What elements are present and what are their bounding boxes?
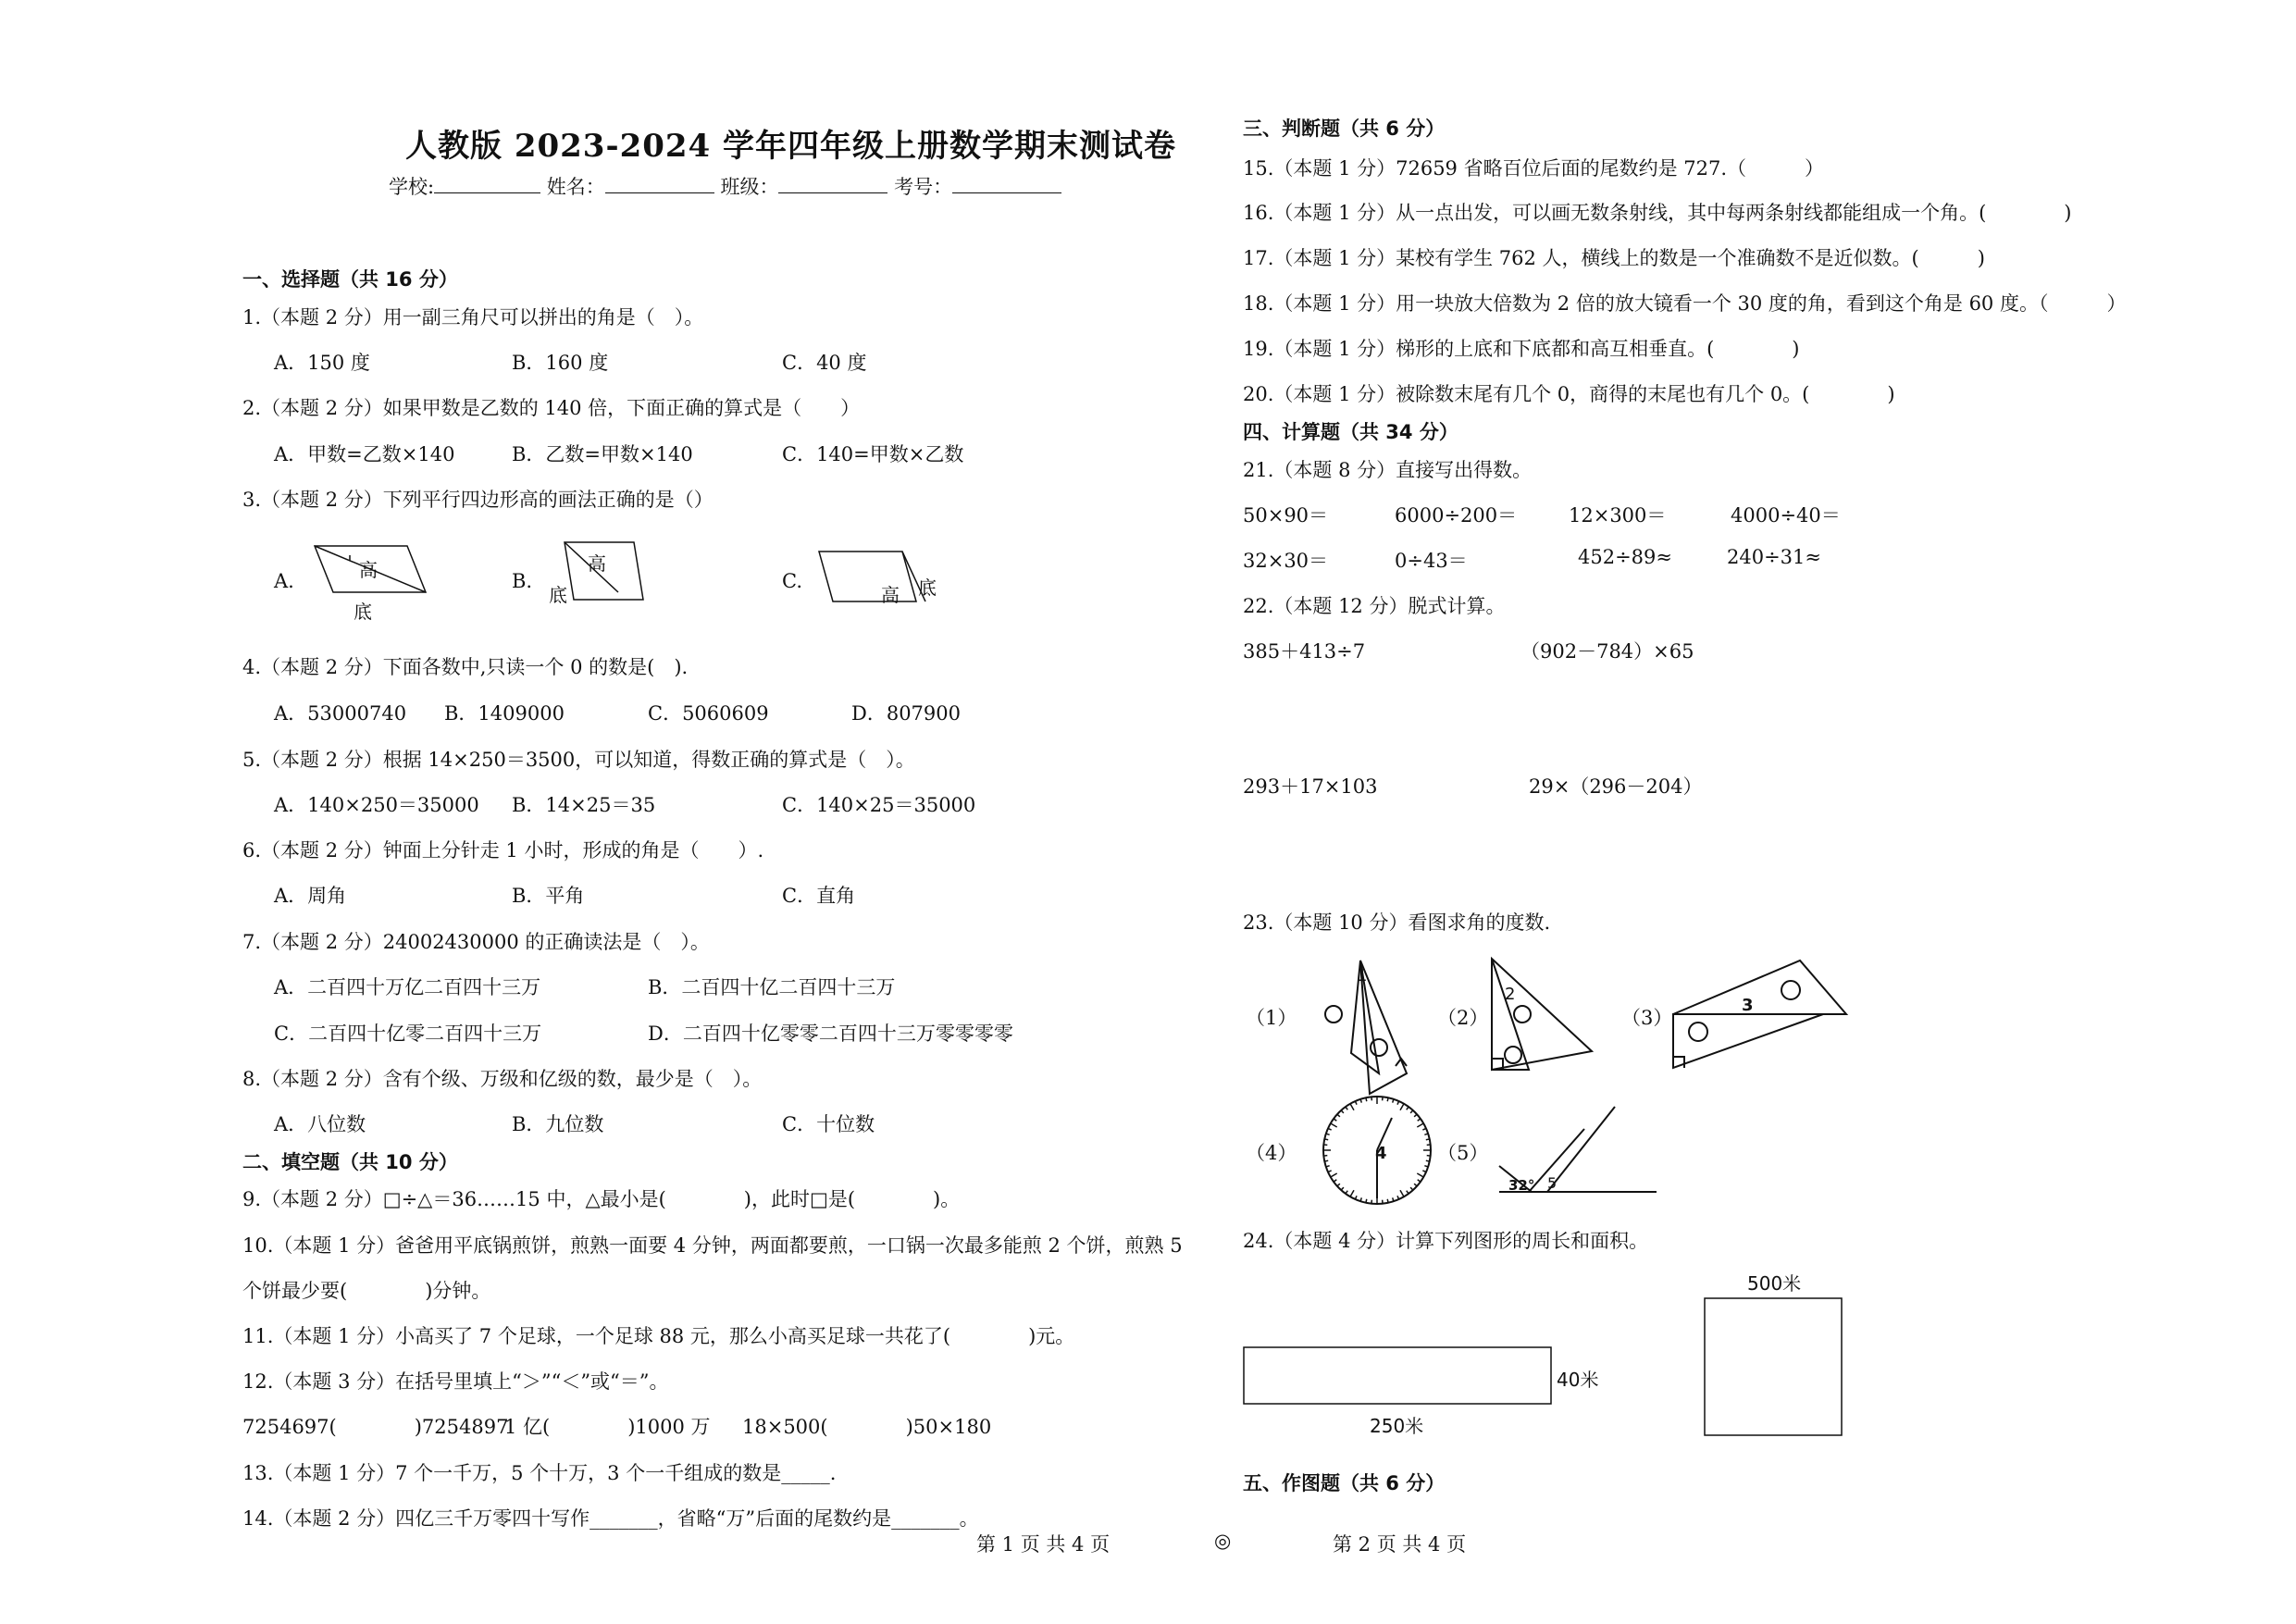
question-7: 7.（本题 2 分）24002430000 的正确读法是（ ）。: [242, 931, 710, 953]
clock-tick: [1337, 1114, 1340, 1117]
q7-option-b: B．二百四十亿二百四十三万: [648, 976, 896, 998]
clock-tick: [1422, 1171, 1426, 1172]
clock-tick: [1417, 1123, 1423, 1127]
question-1: 1.（本题 2 分）用一副三角尺可以拼出的角是（ ）。: [242, 306, 704, 329]
q12-item-2: 1 亿( )1000 万: [504, 1416, 711, 1438]
section-judge: 三、判断题（共 6 分）: [1243, 118, 1446, 140]
q23-num-5: 5: [1547, 1174, 1558, 1192]
clock-tick: [1400, 1190, 1404, 1196]
q23-label-2: （2）: [1437, 1007, 1489, 1029]
q6-option-c: C．直角: [782, 885, 856, 907]
question-15: 15.（本题 1 分）72659 省略百位后面的尾数约是 727.（ ）: [1243, 157, 1825, 180]
section-calc: 四、计算题（共 34 分）: [1243, 421, 1458, 443]
clock-tick: [1407, 1107, 1409, 1110]
question-9: 9.（本题 2 分）□÷△＝36……15 中，△最小是( )，此时□是( )。: [242, 1188, 961, 1210]
clock-tick: [1346, 1107, 1347, 1110]
clock-tick: [1324, 1139, 1328, 1140]
exam-no-label: 考号：: [894, 176, 953, 198]
question-12: 12.（本题 3 分）在括号里填上“＞”“＜”或“＝”。: [242, 1370, 669, 1393]
school-blank[interactable]: [434, 174, 540, 193]
q1-option-b: B．160 度: [512, 352, 609, 374]
q21-expr-8: 240÷31≈: [1727, 546, 1821, 568]
clock-tick: [1331, 1123, 1337, 1127]
question-13: 13.（本题 1 分）7 个一千万，5 个十万，3 个一千组成的数是_____.: [242, 1462, 837, 1484]
question-24: 24.（本题 4 分）计算下列图形的周长和面积。: [1243, 1230, 1649, 1252]
clock-tick: [1400, 1104, 1404, 1110]
q7-option-c: C．二百四十亿零二百四十三万: [274, 1023, 542, 1045]
q12-item-3: 18×500( )50×180: [742, 1416, 992, 1438]
q23-label-3: （3）: [1621, 1007, 1673, 1029]
q23-angle-32: 32°: [1508, 1177, 1535, 1194]
section-fill: 二、填空题（共 10 分）: [242, 1151, 458, 1173]
clock-tick: [1334, 1180, 1336, 1182]
q24-rect-width: 250米: [1370, 1415, 1424, 1437]
question-3: 3.（本题 2 分）下列平行四边形高的画法正确的是（）: [242, 489, 714, 511]
student-info-line: [389, 172, 1061, 200]
clock-tick: [1397, 1101, 1399, 1105]
clock-tick: [1355, 1196, 1357, 1199]
q3-c-di: 底: [918, 576, 937, 599]
clock-tick: [1422, 1128, 1426, 1130]
clock-tick: [1407, 1191, 1409, 1194]
clock-tick: [1418, 1180, 1421, 1182]
question-16: 16.（本题 1 分）从一点出发，可以画无数条射线，其中每两条射线都能组成一个角。( ): [1243, 202, 2072, 224]
clock-tick: [1397, 1196, 1399, 1199]
question-14: 14.（本题 2 分）四亿三千万零四十写作_______，省略“万”后面的尾数约是_______。: [242, 1507, 979, 1530]
q4-option-b: B．1409000: [444, 702, 565, 725]
q2-option-c: C．140=甲数×乙数: [782, 443, 964, 465]
q3-c-gao: 高: [881, 584, 900, 606]
q4-option-d: D．807900: [851, 702, 962, 725]
q7-option-d: D．二百四十亿零零二百四十三万零零零零: [648, 1023, 1013, 1045]
q1-option-c: C．40 度: [782, 352, 867, 374]
q23-label-4: （4）: [1246, 1142, 1297, 1164]
footer-page-right: 第 2 页 共 4 页: [1333, 1533, 1467, 1556]
q21-expr-6: 0÷43＝: [1395, 550, 1468, 572]
q3-b-gao: 高: [588, 552, 606, 575]
class-label: 班级：: [720, 176, 779, 198]
clock-tick: [1341, 1110, 1344, 1113]
q4-option-c: C．5060609: [648, 702, 769, 725]
q3-option-a: A.: [274, 570, 294, 592]
question-10-line1: 10.（本题 1 分）爸爸用平底锅煎饼，煎熟一面要 4 分钟，两面都要煎，一口锅一次最多能煎 2 个饼，煎熟 5: [242, 1234, 1183, 1257]
clock-tick: [1355, 1101, 1357, 1105]
q8-option-c: C．十位数: [782, 1113, 875, 1135]
q23-num-3: 3: [1742, 996, 1754, 1015]
q3-a-di: 底: [354, 601, 372, 623]
clock-tick: [1328, 1128, 1332, 1130]
q3-figures: [296, 535, 962, 627]
q6-option-b: B．平角: [512, 885, 585, 907]
q24-rect-height: 40米: [1557, 1369, 1599, 1391]
q8-option-a: A．八位数: [274, 1113, 366, 1135]
clock-tick: [1410, 1110, 1413, 1113]
q2-option-b: B．乙数=甲数×140: [512, 443, 693, 465]
name-label: 姓名：: [546, 176, 605, 198]
q21-expr-5: 32×30＝: [1243, 550, 1329, 572]
footer-binding-mark: ◎: [1214, 1530, 1232, 1552]
q24-square-side: 500米: [1747, 1272, 1802, 1295]
q2-option-a: A．甲数=乙数×140: [274, 443, 455, 465]
clock-tick: [1414, 1114, 1417, 1117]
q4-option-a: A．53000740: [274, 702, 407, 725]
clock-tick: [1387, 1199, 1388, 1203]
q1-option-a: A．150 度: [274, 352, 370, 374]
clock-tick: [1417, 1173, 1423, 1177]
question-4: 4.（本题 2 分）下面各数中,只读一个 0 的数是( ).: [242, 656, 689, 678]
clock-tick: [1418, 1119, 1421, 1121]
clock-tick: [1410, 1187, 1413, 1190]
question-5: 5.（本题 2 分）根据 14×250＝3500，可以知道，得数正确的算式是（ ）。: [242, 749, 915, 771]
clock-tick: [1366, 1097, 1367, 1101]
section-choice: 一、选择题（共 16 分）: [242, 268, 458, 291]
clock-tick: [1426, 1139, 1430, 1140]
clock-tick: [1337, 1184, 1340, 1186]
question-6: 6.（本题 2 分）钟面上分针走 1 小时，形成的角是（ ）.: [242, 839, 764, 862]
question-20: 20.（本题 1 分）被除数末尾有几个 0，商得的末尾也有几个 0。( ): [1243, 383, 1895, 405]
section-draw: 五、作图题（共 6 分）: [1243, 1472, 1446, 1494]
q21-expr-7: 452÷89≈: [1578, 546, 1672, 568]
q5-option-b: B．14×25＝35: [512, 794, 656, 816]
question-18: 18.（本题 1 分）用一块放大倍数为 2 倍的放大镜看一个 30 度的角，看到这个角是 60 度。（ ）: [1243, 292, 2127, 315]
q5-option-c: C．140×25＝35000: [782, 794, 976, 816]
q3-option-b: B.: [512, 570, 533, 592]
clock-tick: [1346, 1191, 1347, 1194]
name-blank[interactable]: [605, 174, 714, 193]
clock-tick: [1414, 1184, 1417, 1186]
question-22: 22.（本题 12 分）脱式计算。: [1243, 595, 1506, 617]
clock-tick: [1366, 1199, 1367, 1203]
class-blank[interactable]: [778, 174, 887, 193]
q5-option-a: A．140×250＝35000: [274, 794, 479, 816]
question-23: 23.（本题 10 分）看图求角的度数.: [1243, 911, 1551, 934]
clock-tick: [1331, 1173, 1337, 1177]
question-11: 11.（本题 1 分）小高买了 7 个足球，一个足球 88 元，那么小高买足球一共花了( )元。: [242, 1325, 1075, 1347]
q22-expr-1: 385＋413÷7: [1243, 640, 1366, 663]
q22-expr-4: 29×（296－204）: [1529, 775, 1703, 798]
school-label: 学校:: [389, 176, 435, 198]
q7-option-a: A．二百四十万亿二百四十三万: [274, 976, 541, 998]
q22-expr-2: （902－784）×65: [1520, 640, 1694, 663]
q21-expr-2: 6000÷200＝: [1395, 504, 1518, 527]
exam-no-blank[interactable]: [952, 174, 1061, 193]
page-title: 人教版 2023-2024 学年四年级上册数学期末测试卷: [405, 128, 1177, 165]
clock-tick: [1328, 1171, 1332, 1172]
clock-tick: [1334, 1119, 1336, 1121]
q23-figures: [1286, 944, 1869, 1221]
q3-option-c: C.: [782, 570, 802, 592]
q23-label-1: （1）: [1246, 1007, 1297, 1029]
clock-tick: [1350, 1104, 1354, 1110]
question-21: 21.（本题 8 分）直接写出得数。: [1243, 459, 1533, 481]
question-2: 2.（本题 2 分）如果甲数是乙数的 140 倍，下面正确的算式是（ ）: [242, 397, 861, 419]
q21-expr-1: 50×90＝: [1243, 504, 1329, 527]
q8-option-b: B．九位数: [512, 1113, 604, 1135]
question-17: 17.（本题 1 分）某校有学生 762 人，横线上的数是一个准确数不是近似数。( ): [1243, 247, 1985, 269]
q3-b-di: 底: [549, 584, 567, 606]
q21-expr-4: 4000÷40＝: [1731, 504, 1841, 527]
q24-rectangle: [1244, 1347, 1551, 1404]
q23-num-4: 4: [1375, 1144, 1387, 1163]
clock-tick: [1324, 1160, 1328, 1161]
q21-expr-3: 12×300＝: [1569, 504, 1667, 527]
q24-figures: [1240, 1268, 1869, 1453]
q6-option-a: A．周角: [274, 885, 347, 907]
question-10-line2: 个饼最少要( )分钟。: [242, 1280, 491, 1302]
clock-tick: [1350, 1190, 1354, 1196]
q23-label-5: （5）: [1437, 1142, 1489, 1164]
question-19: 19.（本题 1 分）梯形的上底和下底都和高互相垂直。( ): [1243, 338, 1800, 360]
q3-a-gao: 高: [359, 559, 378, 581]
question-8: 8.（本题 2 分）含有个级、万级和亿级的数，最少是（ ）。: [242, 1068, 763, 1090]
q22-expr-3: 293＋17×103: [1243, 775, 1378, 798]
q24-square: [1705, 1298, 1842, 1435]
clock-tick: [1341, 1187, 1344, 1190]
clock-tick: [1387, 1097, 1388, 1101]
clock-tick: [1426, 1160, 1430, 1161]
footer-page-left: 第 1 页 共 4 页: [976, 1533, 1111, 1556]
q12-item-1: 7254697( )7254897: [242, 1416, 509, 1438]
q23-num-1: 1: [1357, 966, 1368, 986]
q23-num-2: 2: [1505, 985, 1516, 1004]
